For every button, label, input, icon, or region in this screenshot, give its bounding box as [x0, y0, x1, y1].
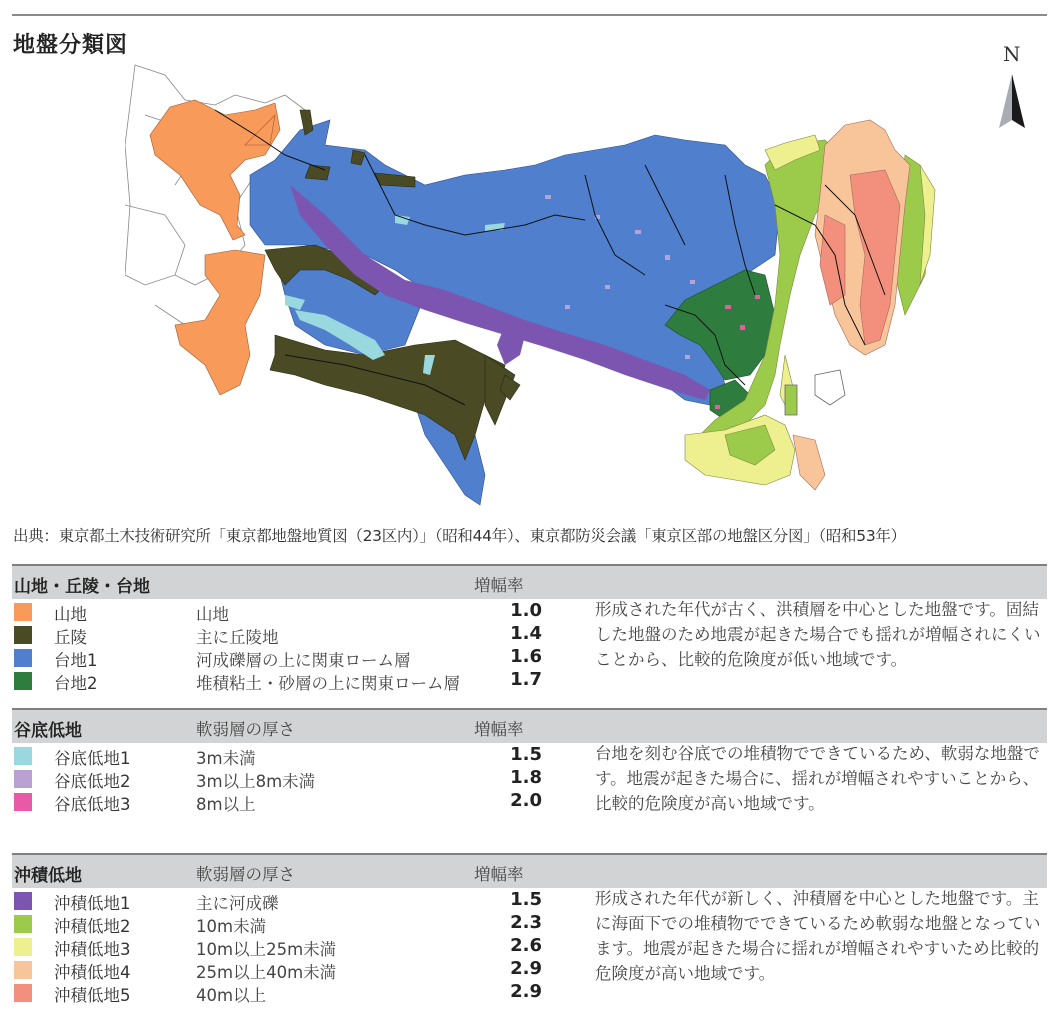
legend-row-value: 1.6: [510, 646, 542, 667]
legend-row-name: 山地: [54, 605, 87, 624]
top-divider: [12, 14, 1047, 16]
north-label: N: [1003, 42, 1021, 66]
legend-note: 形成された年代が新しく、沖積層を中心とした地盤です。主に海面下での堆積物でできているため軟弱な地盤となっています。地震が起きた場合に揺れが増幅されやすいため比較的危険度が高い地域です。: [595, 889, 1041, 983]
legend-row-desc: 10m以上25m未満: [196, 940, 337, 959]
legend-row-desc: 主に河成礫: [196, 894, 279, 913]
legend-row-name: 谷底低地1: [54, 749, 131, 768]
color-swatch: [14, 603, 32, 621]
legend-row-name: 沖積低地2: [54, 917, 131, 936]
legend-row-value: 1.0: [510, 600, 542, 621]
legend-row-desc: 25m以上40m未満: [196, 963, 337, 982]
legend-row-desc: 10m未満: [196, 917, 267, 936]
legend-row-name: 沖積低地1: [54, 894, 131, 913]
legend-row-value: 2.0: [510, 790, 542, 811]
reclaimed-islands: [785, 370, 845, 415]
color-swatch: [14, 747, 32, 765]
legend-note: 形成された年代が古く、洪積層を中心とした地盤です。固結した地盤のため地震が起きた場合でも揺れが増幅されにくいことから、比較的危険度が低い地域です。: [595, 600, 1041, 669]
legend-subheader: 軟弱層の厚さ: [196, 720, 295, 739]
legend-section-valley-lowland: [12, 708, 1047, 813]
legend-section-alluvial-lowland: [12, 853, 1047, 1004]
color-swatch: [14, 626, 32, 644]
legend-row-name: 丘陵: [54, 628, 87, 647]
legend-row-desc: 3m未満: [196, 749, 256, 768]
legend-header: [12, 564, 1047, 599]
legend-row-value: 2.3: [510, 912, 542, 933]
legend-subheader: 軟弱層の厚さ: [196, 865, 295, 884]
legend-row-desc: 山地: [196, 605, 229, 624]
legend-row-desc: 河成礫層の上に関東ローム層: [196, 651, 411, 670]
color-swatch: [14, 892, 32, 910]
legend-header: [12, 708, 1047, 743]
legend-row-value: 1.4: [510, 623, 542, 644]
legend-row-value: 1.5: [510, 744, 542, 765]
color-swatch: [14, 984, 32, 1002]
legend-row-name: 沖積低地3: [54, 940, 131, 959]
legend-amplification-header: 増幅率: [474, 865, 524, 884]
color-swatch: [14, 672, 32, 690]
legend-row-name: 沖積低地5: [54, 986, 131, 1005]
page-title: 地盤分類図: [13, 33, 129, 58]
legend-row-value: 1.8: [510, 767, 542, 788]
color-swatch: [14, 649, 32, 667]
legend-amplification-header: 増幅率: [474, 720, 524, 739]
legend-category: 谷底低地: [14, 721, 82, 741]
legend-row-name: 沖積低地4: [54, 963, 131, 982]
legend-row-value: 1.7: [510, 669, 542, 690]
legend-row-desc: 8m以上: [196, 795, 256, 814]
legend-row-desc: 3m以上8m未満: [196, 772, 316, 791]
ground-classification-map: [125, 55, 975, 515]
legend-category: 沖積低地: [14, 866, 82, 886]
color-swatch: [14, 915, 32, 933]
legend-row-value: 1.5: [510, 889, 542, 910]
legend-row-desc: 主に丘陵地: [196, 628, 279, 647]
legend-section-mountain-hill-plateau: [12, 564, 1047, 692]
legend-row-name: 谷底低地2: [54, 772, 131, 791]
legend-row-desc: 40m以上: [196, 986, 267, 1005]
legend-category: 山地・丘陵・台地: [14, 577, 150, 597]
legend-row: [12, 669, 1047, 692]
legend-row-value: 2.6: [510, 935, 542, 956]
color-swatch: [14, 770, 32, 788]
legend-amplification-header: 増幅率: [474, 576, 524, 595]
legend-row-desc: 堆積粘土・砂層の上に関東ローム層: [196, 674, 460, 693]
legend-row-name: 谷底低地3: [54, 795, 131, 814]
north-arrow: [993, 42, 1033, 132]
legend-row-value: 2.9: [510, 958, 542, 979]
legend-row-value: 2.9: [510, 981, 542, 1002]
color-swatch: [14, 793, 32, 811]
color-swatch: [14, 938, 32, 956]
legend-row-name: 台地1: [54, 651, 98, 670]
legend-header: [12, 853, 1047, 888]
color-swatch: [14, 961, 32, 979]
legend-note: 台地を刻む谷底での堆積物でできているため、軟弱な地盤です。地震が起きた場合に、揺れが増幅されやすいことから、比較的危険度が高い地域です。: [595, 744, 1040, 813]
legend-row-name: 台地2: [54, 674, 98, 693]
north-arrow-icon: [997, 74, 1027, 130]
source-citation: 出典：東京都土木技術研究所「東京都地盤地質図（23区内）」（昭和44年）、東京都防災会議「東京区部の地盤区分図」（昭和53年）: [13, 527, 906, 545]
